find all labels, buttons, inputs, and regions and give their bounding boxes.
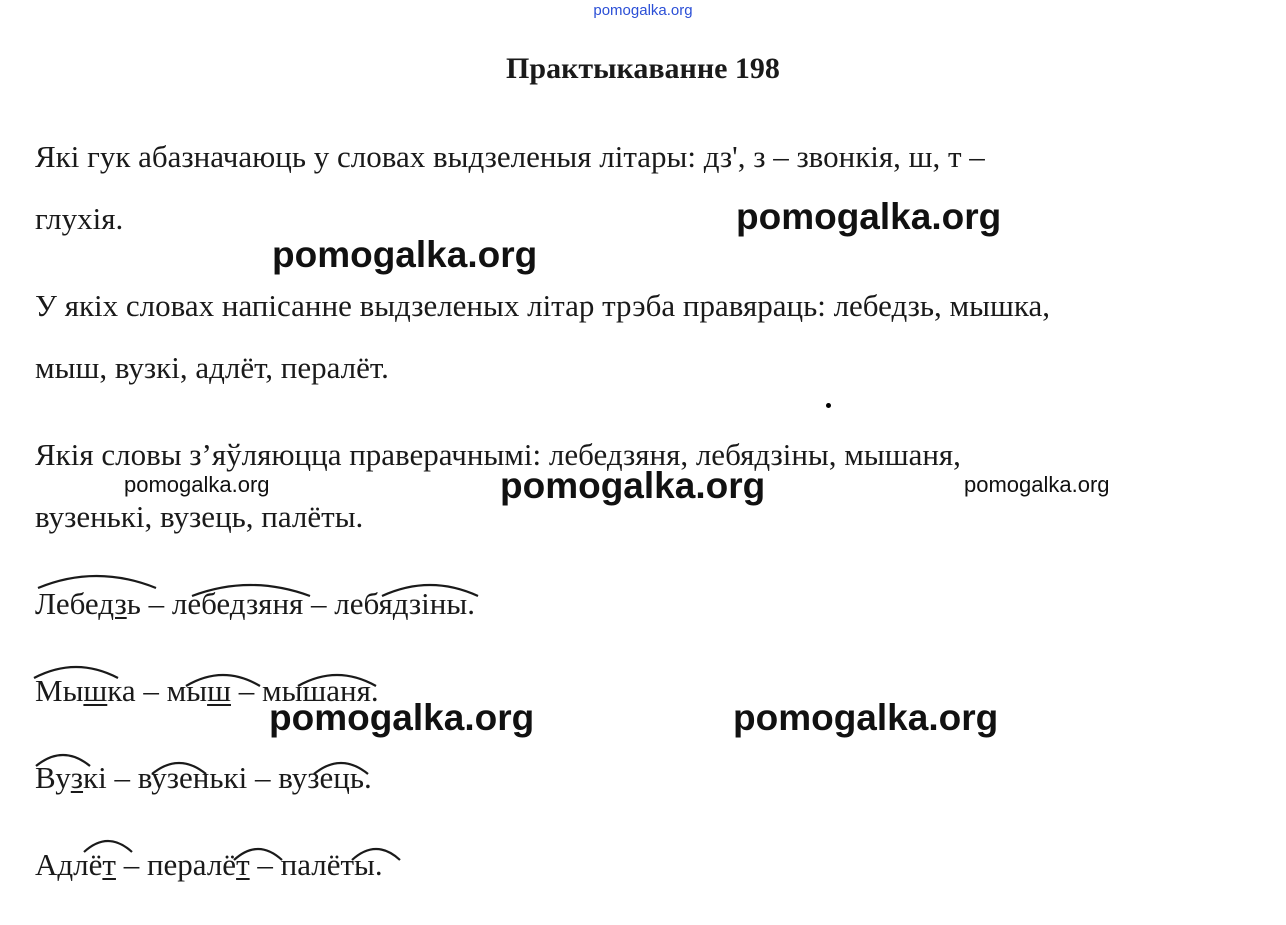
watermark: pomogalka.org — [272, 234, 538, 275]
answer-row-2: Мышка – мыш – мышаня. — [35, 673, 379, 708]
task-1-line-2: глухія. — [35, 201, 124, 236]
watermark: pomogalka.org — [733, 697, 999, 738]
exercise-title: Практыкаванне 198 — [506, 52, 780, 85]
marked-letters: т — [236, 847, 250, 882]
marked-letters: т — [102, 847, 116, 882]
watermark: pomogalka.org — [269, 697, 535, 738]
answer-row-1: Лебедзь – лебедзяня – лебядзіны. — [35, 586, 475, 621]
site-link[interactable]: pomogalka.org — [593, 2, 693, 19]
stray-dot — [826, 403, 831, 408]
watermark: pomogalka.org — [124, 472, 270, 497]
watermark: pomogalka.org — [964, 472, 1110, 497]
task-1-line-1: Які гук абазначаюць у словах выдзеленыя літары: дз', з – звонкія, ш, т – — [35, 139, 985, 174]
marked-letters: дз — [98, 586, 127, 621]
task-3-line-2: вузенькі, вузець, палёты. — [35, 499, 364, 534]
task-2-line-2: мыш, вузкі, адлёт, пералёт. — [35, 350, 389, 385]
task-2-line-1: У якіх словах напісанне выдзеленых літар трэба правяраць: лебедзь, мышка, — [35, 288, 1050, 323]
marked-letters: ш — [83, 673, 108, 708]
watermark: pomogalka.org — [500, 465, 766, 506]
answer-row-4: Адлёт – пералёт – палёты. — [35, 847, 383, 882]
watermark: pomogalka.org — [736, 196, 1002, 237]
answer-row-3: Вузкі – вузенькі – вузець. — [35, 760, 372, 795]
marked-letters: з — [70, 760, 84, 795]
task-3-line-1: Якія словы з’яўляюцца праверачнымі: лебедзяня, лебядзіны, мышаня, — [35, 437, 961, 472]
marked-letters: ш — [207, 673, 231, 708]
